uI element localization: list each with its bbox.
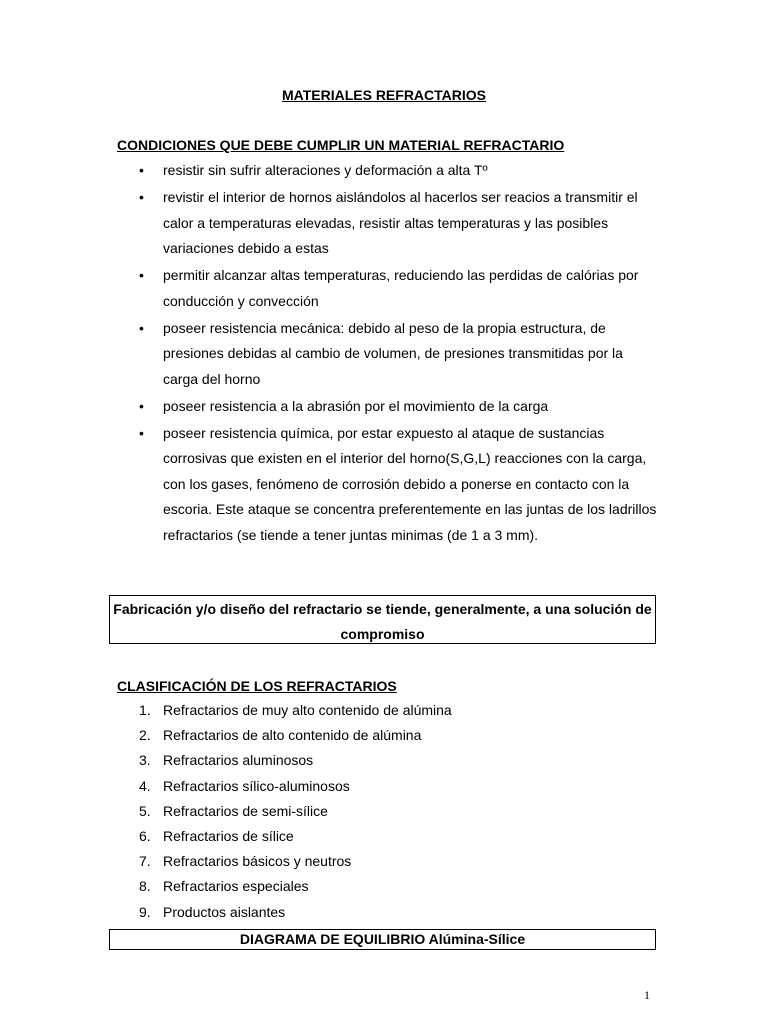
list-item: • permitir alcanzar altas temperaturas, reduciendo las perdidas de calórias por conducción y convección [117,263,657,314]
list-item: 2. Refractarios de alto contenido de alúmina [117,723,452,748]
page-title: MATERIALES REFRACTARIOS [281,87,487,103]
list-item: 3. Refractarios aluminosos [117,748,452,773]
conditions-heading: CONDICIONES QUE DEBE CUMPLIR UN MATERIAL REFRACTARIO [117,137,565,153]
list-item: • poseer resistencia química, por estar expuesto al ataque de sustancias corrosivas que existen en el interior del horno(S,G,L) reacciones con la carga, con los gases, fenómeno de corrosión debido a ponerse en contacto con la escoria. Este ataque se concentra preferentemente en las juntas de los ladrillos refractarios (se tiende a tener juntas minimas (de 1 a 3 mm). [117,421,657,549]
conditions-list [117,158,657,550]
diagram-heading-box: DIAGRAMA DE EQUILIBRIO Alúmina-Sílice [109,929,656,950]
classification-heading: CLASIFICACIÓN DE LOS REFRACTARIOS [117,678,397,694]
page-number: 1 [644,988,650,1002]
item-number: 1. [139,702,151,718]
item-number: 4. [139,777,151,794]
item-number: 3. [139,752,151,769]
item-number: 8. [139,878,151,895]
bullet-icon: • [139,397,144,414]
item-number: 5. [139,802,151,819]
compromise-note-box: Fabricación y/o diseño del refractario se tiende, generalmente, a una solución de compromiso [109,595,656,644]
list-item: • revistir el interior de hornos aislándolos al hacerlos ser reacios a transmitir el calor a temperaturas elevadas, resistir altas temperaturas y las posibles variaciones debido a estas [117,185,657,262]
list-item: • poseer resistencia mecánica: debido al peso de la propia estructura, de presiones debidas al cambio de volumen, de presiones transmitidas por la carga del horno [117,316,657,393]
list-item: 7. Refractarios básicos y neutros [117,849,452,874]
item-number: 2. [139,727,151,744]
list-item: • resistir sin sufrir alteraciones y deformación a alta Tº [117,158,657,184]
bullet-icon: • [139,319,144,336]
bullet-icon: • [139,189,144,205]
list-item: • poseer resistencia a la abrasión por el movimiento de la carga [117,394,657,420]
list-item: 5. Refractarios de semi-sílice [117,799,452,824]
item-number: 9. [139,903,151,920]
bullet-icon: • [139,267,144,283]
classification-list [117,698,452,925]
list-item: 6. Refractarios de sílice [117,824,452,849]
bullet-icon: • [139,162,144,178]
list-item: 1. Refractarios de muy alto contenido de alúmina [117,698,452,723]
list-item: 9. Productos aislantes [117,900,452,925]
list-item: 8. Refractarios especiales [117,874,452,899]
bullet-icon: • [139,424,144,441]
item-number: 7. [139,853,151,870]
item-number: 6. [139,828,151,845]
list-item: 4. Refractarios sílico-aluminosos [117,774,452,799]
